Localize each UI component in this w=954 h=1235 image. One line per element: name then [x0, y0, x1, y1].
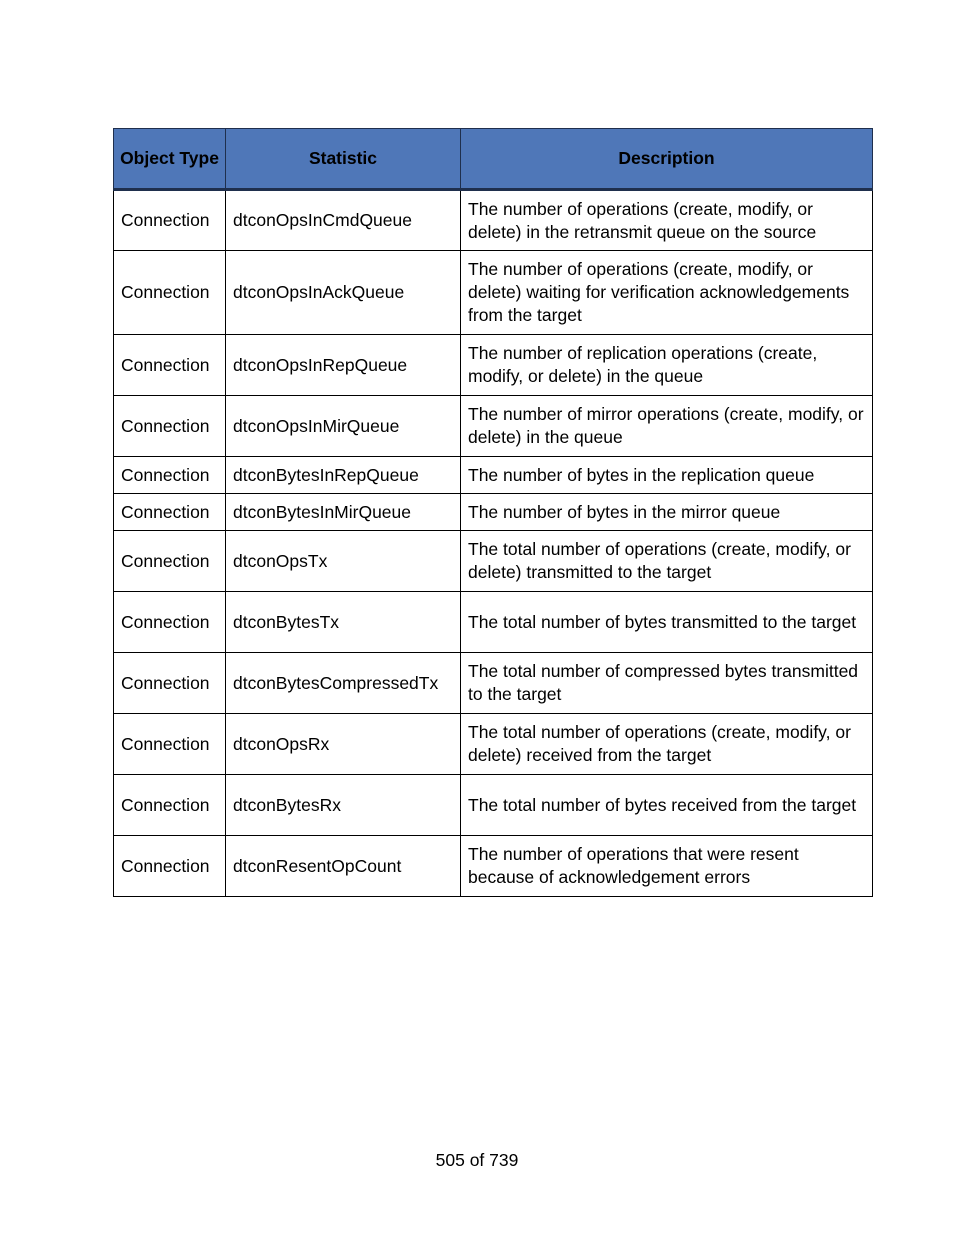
cell-description: The number of bytes in the replication queue — [461, 457, 873, 494]
table-row — [114, 335, 873, 396]
cell-statistic: dtconOpsInRepQueue — [226, 335, 461, 396]
cell-statistic: dtconOpsTx — [226, 531, 461, 592]
header-statistic: Statistic — [226, 129, 461, 190]
cell-object-type: Connection — [114, 531, 226, 592]
cell-object-type: Connection — [114, 592, 226, 653]
cell-object-type: Connection — [114, 714, 226, 775]
cell-statistic: dtconBytesTx — [226, 592, 461, 653]
cell-description: The number of bytes in the mirror queue — [461, 494, 873, 531]
table-row — [114, 836, 873, 897]
table-row — [114, 653, 873, 714]
header-object-type: Object Type — [114, 129, 226, 190]
cell-description: The total number of compressed bytes transmitted to the target — [461, 653, 873, 714]
cell-statistic: dtconBytesInRepQueue — [226, 457, 461, 494]
table-header — [114, 129, 873, 190]
table-row — [114, 457, 873, 494]
cell-object-type: Connection — [114, 396, 226, 457]
cell-description: The number of operations that were resent because of acknowledgement errors — [461, 836, 873, 897]
cell-object-type: Connection — [114, 251, 226, 335]
cell-object-type: Connection — [114, 775, 226, 836]
header-row — [114, 129, 873, 190]
cell-statistic: dtconOpsRx — [226, 714, 461, 775]
cell-statistic: dtconOpsInAckQueue — [226, 251, 461, 335]
table-row — [114, 396, 873, 457]
table-row — [114, 251, 873, 335]
cell-description: The total number of bytes received from the target — [461, 775, 873, 836]
cell-statistic: dtconBytesInMirQueue — [226, 494, 461, 531]
table-row — [114, 592, 873, 653]
cell-object-type: Connection — [114, 190, 226, 251]
statistics-table — [113, 128, 873, 897]
cell-statistic: dtconBytesCompressedTx — [226, 653, 461, 714]
page-number: 505 of 739 — [435, 1150, 519, 1170]
cell-statistic: dtconOpsInMirQueue — [226, 396, 461, 457]
cell-description: The number of replication operations (create, modify, or delete) in the queue — [461, 335, 873, 396]
cell-description: The total number of operations (create, modify, or delete) received from the target — [461, 714, 873, 775]
table-body — [114, 190, 873, 897]
header-description: Description — [461, 129, 873, 190]
cell-description: The number of operations (create, modify, or delete) waiting for verification acknowledgements from the target — [461, 251, 873, 335]
cell-object-type: Connection — [114, 494, 226, 531]
cell-description: The number of operations (create, modify, or delete) in the retransmit queue on the source — [461, 190, 873, 251]
cell-object-type: Connection — [114, 836, 226, 897]
cell-statistic: dtconResentOpCount — [226, 836, 461, 897]
cell-object-type: Connection — [114, 457, 226, 494]
cell-statistic: dtconBytesRx — [226, 775, 461, 836]
table-row — [114, 775, 873, 836]
cell-description: The total number of operations (create, modify, or delete) transmitted to the target — [461, 531, 873, 592]
cell-statistic: dtconOpsInCmdQueue — [226, 190, 461, 251]
table-row — [114, 531, 873, 592]
table-row — [114, 494, 873, 531]
cell-description: The number of mirror operations (create, modify, or delete) in the queue — [461, 396, 873, 457]
table-row — [114, 190, 873, 251]
cell-object-type: Connection — [114, 653, 226, 714]
cell-description: The total number of bytes transmitted to the target — [461, 592, 873, 653]
cell-object-type: Connection — [114, 335, 226, 396]
table-row — [114, 714, 873, 775]
